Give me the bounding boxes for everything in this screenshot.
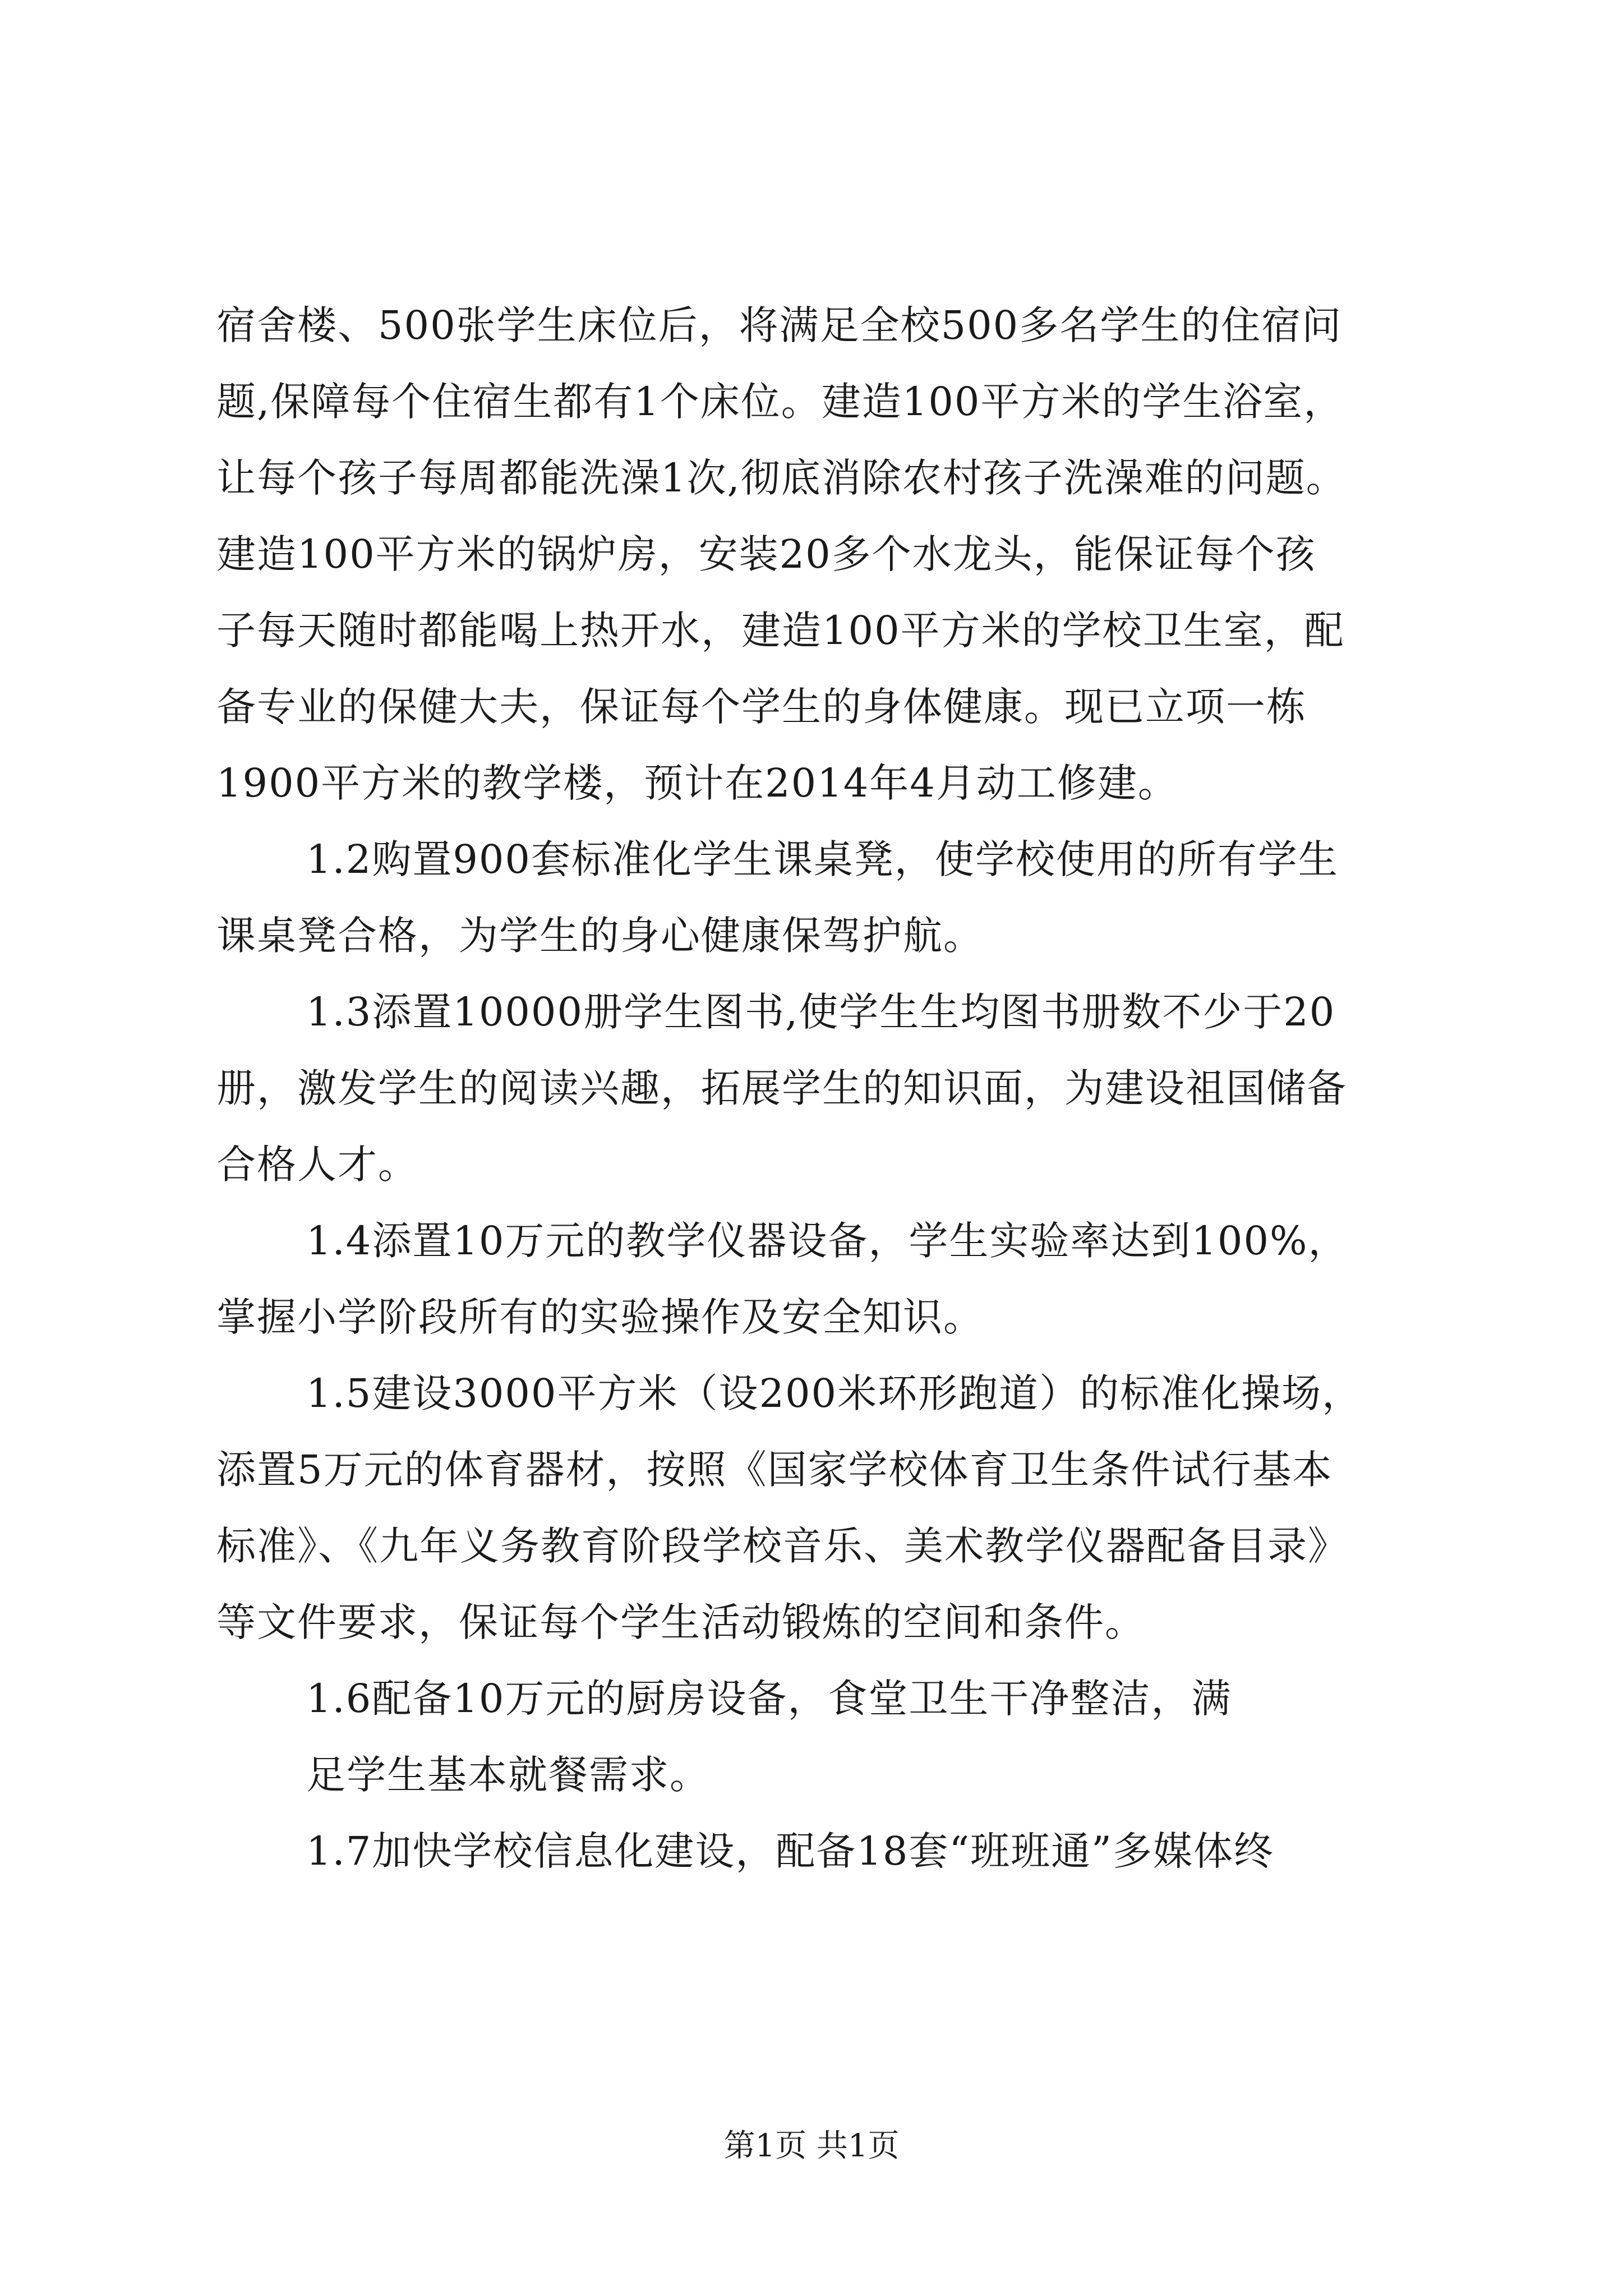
text-line: 子每天随时都能喝上热开水，建造100平方米的学校卫生室，配 (216, 608, 1345, 654)
text-line: 添置5万元的体育器材，按照《国家学校体育卫生条件试行基本 (216, 1447, 1333, 1493)
text-line: 备专业的保健大夫，保证每个学生的身体健康。现已立项一栋 (216, 684, 1307, 730)
paragraph-start-line: 1.7加快学校信息化建设，配备18套“班班通”多媒体终 (306, 1828, 1274, 1874)
text-line: 建造100平方米的锅炉房，安装20多个水龙头，能保证每个孩 (216, 531, 1316, 577)
paragraph-start-line: 1.5建设3000平方米（设200米环形跑道）的标准化操场， (306, 1370, 1363, 1416)
text-line: 足学生基本就餐需求。 (306, 1752, 710, 1798)
paragraph-start-line: 1.4添置10万元的教学仪器设备，学生实验率达到100%， (306, 1218, 1349, 1264)
text-line: 题,保障每个住宿生都有1个床位。建造100平方米的学生浴室， (216, 379, 1344, 425)
page-footer: 第1页 共1页 (723, 2128, 900, 2164)
paragraph-start-line: 1.6配备10万元的厨房设备，食堂卫生干净整洁，满 (306, 1676, 1232, 1722)
text-line: 课桌凳合格，为学生的身心健康保驾护航。 (216, 913, 984, 959)
text-line: 掌握小学阶段所有的实验操作及安全知识。 (216, 1294, 984, 1340)
text-line: 合格人才。 (216, 1142, 418, 1188)
text-line: 标准》、《九年义务教育阶段学校音乐、美术教学仪器配备目录》 (216, 1523, 1348, 1569)
text-line: 宿舍楼、500张学生床位后，将满足全校500多名学生的住宿问 (216, 302, 1343, 348)
paragraph-start-line: 1.3添置10000册学生图书,使学生生均图书册数不少于20 (306, 989, 1336, 1035)
text-line: 册，激发学生的阅读兴趣，拓展学生的知识面，为建设祖国储备 (216, 1065, 1347, 1111)
paragraph-start-line: 1.2购置900套标准化学生课桌凳，使学校使用的所有学生 (306, 836, 1339, 882)
text-line: 让每个孩子每周都能洗澡1次,彻底消除农村孩子洗澡难的问题。 (216, 455, 1347, 501)
text-line: 等文件要求，保证每个学生活动锻炼的空间和条件。 (216, 1599, 1145, 1645)
text-line: 1900平方米的教学楼，预计在2014年4月动工修建。 (216, 760, 1178, 806)
